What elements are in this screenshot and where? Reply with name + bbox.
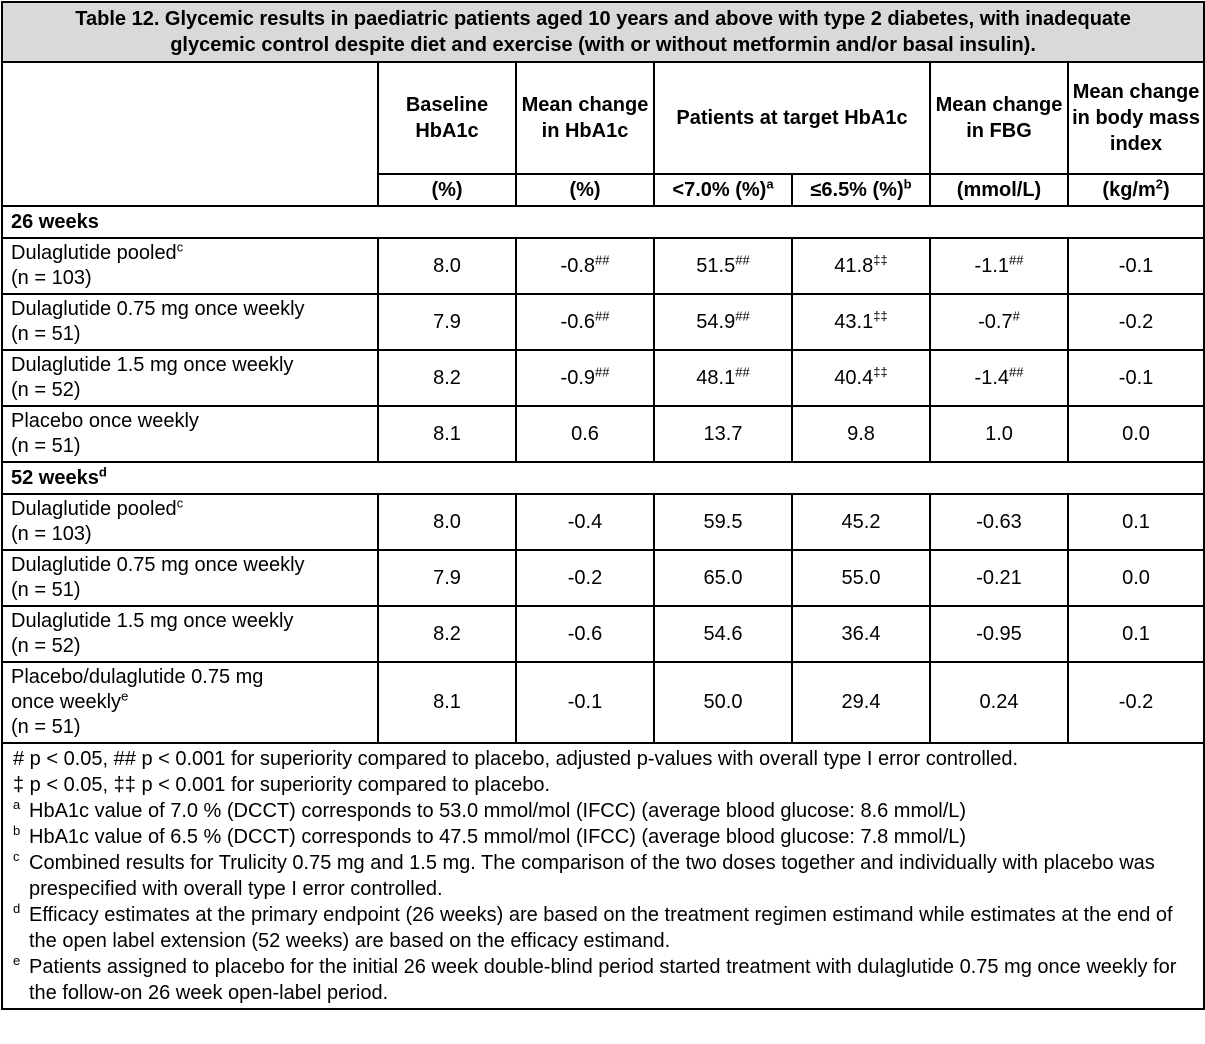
cell-lt7-sup: ## (735, 363, 750, 379)
header-empty-cell (2, 62, 378, 206)
row-label-sup: c (176, 495, 184, 511)
cell-change-value: -0.2 (567, 566, 603, 589)
table-row (2, 662, 1204, 743)
row-label (2, 606, 378, 662)
caption-line-2: glycemic control despite diet and exercise (with or without metformin and/or basal insulin). (170, 34, 1036, 56)
row-label-line2: (n = 51) (11, 579, 81, 601)
cell-le65-value: 45.2 (841, 510, 881, 533)
footnote-text: HbA1c value of 7.0 % (DCCT) corresponds to 53.0 mmol/mol (IFCC) (average blood glucose: 8.6 mmol/L) (29, 800, 967, 822)
cell-lt7-value: 59.5 (703, 510, 743, 533)
cell-fbg-value: -0.21 (976, 566, 1022, 589)
cell-bmi: 0.1 (1068, 606, 1204, 662)
cell-change (516, 406, 654, 462)
cell-le65 (792, 494, 930, 550)
cell-lt7 (654, 406, 792, 462)
cell-le65 (792, 238, 930, 294)
cell-bmi: -0.2 (1068, 294, 1204, 350)
row-label (2, 494, 378, 550)
footnote (13, 954, 1195, 1006)
row-label-line1: Placebo once weekly (11, 410, 199, 432)
cell-lt7-sup: ## (735, 307, 750, 323)
cell-baseline: 8.0 (378, 494, 516, 550)
cell-le65-sup: ‡‡ (873, 363, 888, 379)
cell-baseline: 8.0 (378, 238, 516, 294)
footnote (13, 824, 1195, 850)
cell-change-value: -0.9 (560, 366, 595, 389)
unit-bmi: $(kg/m^2)$ (1068, 174, 1204, 206)
section-row (2, 462, 1204, 494)
cell-le65-value: 40.4 (834, 366, 874, 389)
cell-fbg-value: -0.95 (976, 622, 1022, 645)
cell-lt7 (654, 606, 792, 662)
cell-lt7 (654, 550, 792, 606)
cell-change-value: -0.8 (560, 254, 595, 277)
unit-baseline: (%) (378, 174, 516, 206)
cell-fbg-sup: # (1012, 307, 1020, 323)
cell-baseline: 8.2 (378, 350, 516, 406)
cell-change (516, 494, 654, 550)
cell-bmi: 0.1 (1068, 494, 1204, 550)
cell-lt7-value: 54.6 (703, 622, 743, 645)
cell-le65 (792, 350, 930, 406)
cell-change (516, 550, 654, 606)
row-label-line2: (n = 51) (11, 435, 81, 457)
cell-le65 (792, 606, 930, 662)
cell-change-sup: ## (595, 363, 610, 379)
footnotes (2, 743, 1204, 1009)
row-label-line1: Dulaglutide 1.5 mg once weekly (11, 610, 294, 632)
table-caption (2, 2, 1204, 62)
header-mean-change-hba1c: Mean change in HbA1c (516, 62, 654, 174)
cell-fbg-value: -1.4 (974, 366, 1009, 389)
footnote (13, 902, 1195, 954)
header-bmi: Mean change in body mass index (1068, 62, 1204, 174)
cell-change (516, 606, 654, 662)
row-label (2, 238, 378, 294)
row-label-line1: Dulaglutide 0.75 mg once weekly (11, 298, 305, 320)
table-row (2, 606, 1204, 662)
cell-lt7 (654, 350, 792, 406)
row-label-line1: Dulaglutide pooled (11, 242, 177, 264)
footnote-text: # p < 0.05, ## p < 0.001 for superiority compared to placebo, adjusted p-values with overall type I error controlled. (13, 748, 1019, 770)
cell-fbg (930, 238, 1068, 294)
header-target: Patients at target HbA1c (654, 62, 930, 174)
results-table-container (1, 1, 1203, 1010)
footnote (13, 746, 1195, 772)
table-row (2, 494, 1204, 550)
footnote-text: Patients assigned to placebo for the initial 26 week double-blind period started treatment with dulaglutide 0.75 mg once weekly for the follow-on 26 week open-label period. (29, 956, 1177, 1004)
table-row (2, 550, 1204, 606)
cell-bmi: -0.2 (1068, 662, 1204, 743)
cell-change-sup: ## (595, 251, 610, 267)
cell-lt7-value: 13.7 (703, 422, 743, 445)
cell-le65: 29.4 (792, 662, 930, 743)
header-baseline: Baseline HbA1c (378, 62, 516, 174)
cell-change-value: -0.6 (560, 310, 595, 333)
cell-change-sup: ## (595, 307, 610, 323)
section-row (2, 206, 1204, 238)
cell-lt7 (654, 238, 792, 294)
cell-lt7-value: 65.0 (703, 566, 743, 589)
section-title (2, 462, 1204, 494)
cell-le65-sup: ‡‡ (873, 307, 888, 323)
row-label (2, 406, 378, 462)
section-title-text: 26 weeks (11, 210, 99, 233)
cell-lt7-value: 48.1 (696, 366, 736, 389)
table-row (2, 238, 1204, 294)
footnote-mark: b (13, 823, 21, 838)
cell-fbg (930, 606, 1068, 662)
cell-change: -0.1 (516, 662, 654, 743)
section-title-sup: d (98, 463, 107, 479)
cell-le65 (792, 406, 930, 462)
table-row (2, 350, 1204, 406)
row-label-line2: (n = 52) (11, 635, 81, 657)
row-label-line1: Dulaglutide 0.75 mg once weekly (11, 554, 305, 576)
row-label-sup: c (176, 239, 184, 255)
cell-change-value: -0.6 (567, 622, 603, 645)
footnote-mark: a (13, 797, 21, 812)
unit-mean-change: (%) (516, 174, 654, 206)
cell-baseline: 7.9 (378, 294, 516, 350)
footnote-mark: e (13, 953, 21, 968)
caption-line-1: Table 12. Glycemic results in paediatric patients aged 10 years and above with type 2 diabetes, with inadequate (75, 8, 1131, 30)
footnote-mark: c (13, 849, 20, 864)
row-label-line1: Dulaglutide pooled (11, 498, 177, 520)
cell-fbg (930, 550, 1068, 606)
cell-le65-value: 9.8 (847, 422, 875, 445)
cell-fbg-sup: ## (1009, 251, 1024, 267)
row-label: Placebo/dulaglutide 0.75 mg once weekly$^e$ (n = 51) (2, 662, 378, 743)
cell-le65-value: 55.0 (841, 566, 881, 589)
cell-change (516, 350, 654, 406)
footnote-text: Combined results for Trulicity 0.75 mg and 1.5 mg. The comparison of the two doses together and individually with placebo was prespecified with overall type I error controlled. (29, 852, 1155, 900)
cell-fbg-value: -0.63 (976, 510, 1022, 533)
row-label-line2: (n = 52) (11, 379, 81, 401)
cell-baseline: 7.9 (378, 550, 516, 606)
cell-fbg (930, 406, 1068, 462)
cell-le65-value: 43.1 (834, 310, 874, 333)
cell-fbg-value: -1.1 (974, 254, 1009, 277)
row-label (2, 350, 378, 406)
footnote-text: Efficacy estimates at the primary endpoint (26 weeks) are based on the treatment regimen estimand while estimates at the end of the open label extension (52 weeks) are based on the efficacy estimand. (29, 904, 1173, 952)
cell-fbg (930, 294, 1068, 350)
cell-fbg-value: 1.0 (985, 422, 1013, 445)
row-label-line1: Dulaglutide 1.5 mg once weekly (11, 354, 294, 376)
footnote (13, 798, 1195, 824)
cell-lt7-value: 54.9 (696, 310, 736, 333)
cell-change-value: -0.4 (567, 510, 603, 533)
unit-le65: ≤6.5% (%)$^b$ (792, 174, 930, 206)
row-label-line2: (n = 103) (11, 523, 92, 545)
cell-change (516, 294, 654, 350)
cell-le65 (792, 294, 930, 350)
cell-fbg (930, 494, 1068, 550)
unit-fbg: (mmol/L) (930, 174, 1068, 206)
section-title (2, 206, 1204, 238)
cell-fbg (930, 350, 1068, 406)
footnote (13, 850, 1195, 902)
cell-change (516, 238, 654, 294)
cell-lt7-sup: ## (735, 251, 750, 267)
row-label (2, 550, 378, 606)
header-fbg: Mean change in FBG (930, 62, 1068, 174)
cell-baseline: 8.1 (378, 406, 516, 462)
cell-lt7-value: 51.5 (696, 254, 736, 277)
glycemic-results-table (1, 1, 1205, 1010)
table-row (2, 406, 1204, 462)
cell-baseline: 8.2 (378, 606, 516, 662)
cell-lt7 (654, 294, 792, 350)
cell-le65-value: 41.8 (834, 254, 874, 277)
cell-fbg-value: -0.7 (978, 310, 1013, 333)
cell-le65 (792, 550, 930, 606)
cell-change-value: 0.6 (571, 422, 599, 445)
cell-le65-value: 36.4 (841, 622, 881, 645)
footnote-text: HbA1c value of 6.5 % (DCCT) corresponds to 47.5 mmol/mol (IFCC) (average blood glucose: 7.8 mmol/L) (29, 826, 967, 848)
section-title-text: 52 weeks (11, 466, 99, 489)
cell-fbg: 0.24 (930, 662, 1068, 743)
cell-bmi: 0.0 (1068, 550, 1204, 606)
row-label (2, 294, 378, 350)
cell-fbg-sup: ## (1009, 363, 1024, 379)
footnote-text: ‡ p < 0.05, ‡‡ p < 0.001 for superiority compared to placebo. (13, 774, 551, 796)
unit-lt7: <7.0% (%)$^a$ (654, 174, 792, 206)
cell-bmi: 0.0 (1068, 406, 1204, 462)
cell-bmi: -0.1 (1068, 238, 1204, 294)
row-label-line2: (n = 103) (11, 267, 92, 289)
cell-baseline: 8.1 (378, 662, 516, 743)
cell-lt7: 50.0 (654, 662, 792, 743)
footnote-mark: d (13, 901, 21, 916)
cell-le65-sup: ‡‡ (873, 251, 888, 267)
cell-bmi: -0.1 (1068, 350, 1204, 406)
row-label-line2: (n = 51) (11, 323, 81, 345)
footnote (13, 772, 1195, 798)
table-row (2, 294, 1204, 350)
cell-lt7 (654, 494, 792, 550)
